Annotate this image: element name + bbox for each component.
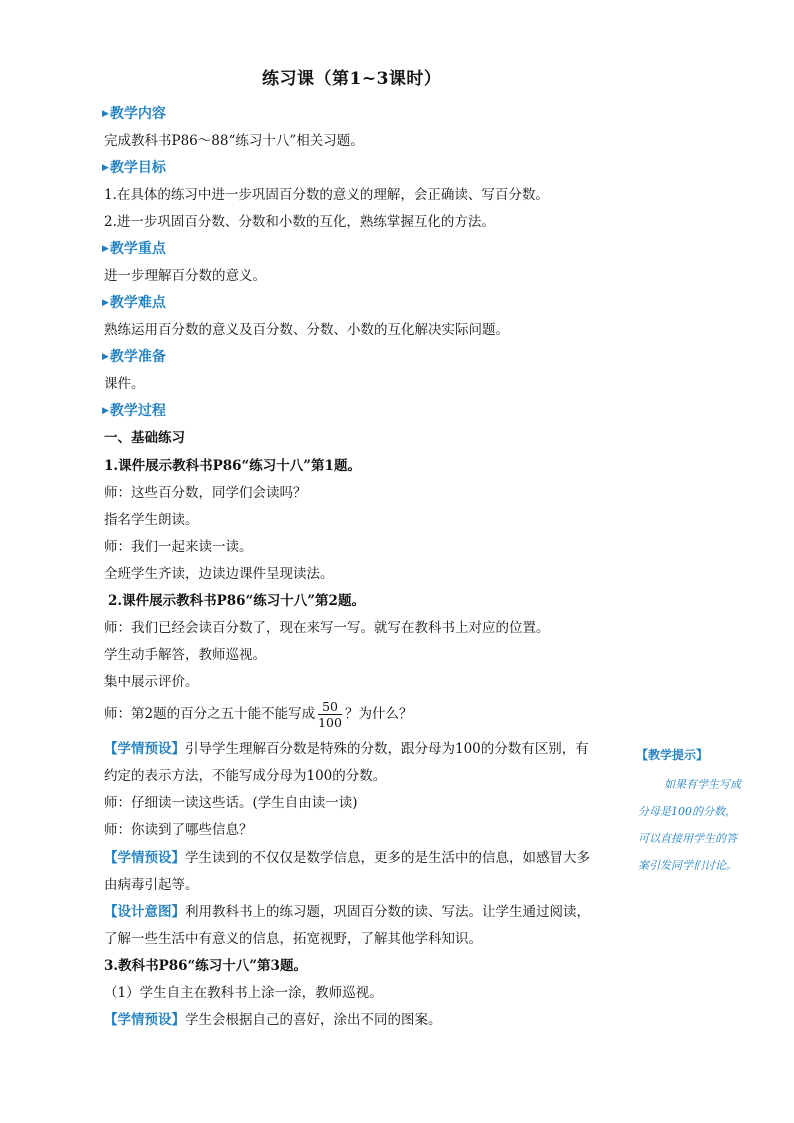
fraction-50-100 — [318, 699, 342, 730]
heading-process — [102, 401, 166, 421]
heading-process-label: 教学过程 — [109, 403, 166, 419]
tag-xueqing: 【学情预设】 — [104, 741, 185, 757]
heading-goal-label: 教学目标 — [109, 160, 166, 176]
fraction-denominator: 100 — [318, 715, 342, 730]
q1-title: 1.课件展示教科书P86“练习十八”第1题。 — [104, 458, 361, 474]
sidebar-line-3: 可以直接用学生的答 — [638, 832, 737, 845]
key-text: 进一步理解百分数的意义。 — [104, 268, 266, 284]
content-text: 完成教科书P86～88“练习十八”相关习题。 — [104, 133, 364, 149]
heading-key — [102, 239, 166, 259]
q2-line-2: 学生动手解答，教师巡视。 — [104, 647, 266, 663]
fraction-numerator: 50 — [318, 699, 342, 715]
paragraph-4-text-a: 学生会根据自己的喜好，涂出不同的图案。 — [185, 1012, 442, 1028]
heading-goal — [102, 158, 166, 178]
paragraph-1-line-2: 约定的表示方法，不能写成分母为100的分数。 — [104, 768, 387, 784]
heading-difficulty — [102, 293, 166, 313]
q2-line-6: 师：你读到了哪些信息？ — [104, 822, 253, 838]
q2-line-1: 师：我们已经会读百分数了，现在来写一写。就写在教科书上对应的位置。 — [104, 620, 550, 636]
q2-line-4 — [104, 696, 412, 732]
q2-line-3: 集中展示评价。 — [104, 674, 199, 690]
sidebar-line-2: 分母是100的分数， — [638, 805, 736, 818]
q3-line-1: （1）学生自主在教科书上涂一涂，教师巡视。 — [104, 985, 383, 1001]
heading-prep-label: 教学准备 — [109, 349, 166, 365]
difficulty-text: 熟练运用百分数的意义及百分数、分数、小数的互化解决实际问题。 — [104, 322, 509, 338]
paragraph-4-line-1 — [104, 1010, 442, 1030]
q1-line-4: 全班学生齐读，边读边课件呈现读法。 — [104, 566, 334, 582]
paragraph-1-text-a: 引导学生理解百分数是特殊的分数，跟分母为100的分数有区别，有 — [185, 741, 589, 757]
sidebar-line-1: 如果有学生写成 — [664, 778, 741, 791]
q2-title: 2.课件展示教科书P86“练习十八”第2题。 — [108, 593, 365, 609]
tag-xueqing: 【学情预设】 — [104, 850, 185, 866]
tag-xueqing: 【学情预设】 — [104, 1012, 185, 1028]
q1-line-1: 师：这些百分数，同学们会读吗？ — [104, 485, 307, 501]
prep-text: 课件。 — [104, 376, 145, 392]
tag-sheji: 【设计意图】 — [104, 904, 185, 920]
heading-difficulty-label: 教学难点 — [109, 295, 166, 311]
heading-key-label: 教学重点 — [109, 241, 166, 257]
paragraph-3-line-1 — [104, 902, 590, 922]
triangle-icon: ▶ — [102, 298, 109, 308]
goal-1: 1.在具体的练习中进一步巩固百分数的意义的理解，会正确读、写百分数。 — [104, 187, 549, 203]
part1-title: 一、基础练习 — [104, 430, 185, 446]
q2-line-5: 师：仔细读一读这些话。(学生自由读一读) — [104, 795, 358, 811]
triangle-icon: ▶ — [102, 244, 109, 254]
paragraph-2-line-2: 由病毒引起等。 — [104, 877, 199, 893]
triangle-icon: ▶ — [102, 352, 109, 362]
paragraph-3-line-2: 了解一些生活中有意义的信息，拓宽视野，了解其他学科知识。 — [104, 931, 482, 947]
triangle-icon: ▶ — [102, 109, 109, 119]
paragraph-3-text-a: 利用教科书上的练习题，巩固百分数的读、写法。让学生通过阅读， — [185, 904, 590, 920]
heading-content — [102, 104, 166, 124]
page-title: 练习课（第1~3课时） — [262, 69, 442, 89]
sidebar-title: 【教学提示】 — [636, 748, 709, 762]
paragraph-2-text-a: 学生读到的不仅仅是数学信息，更多的是生活中的信息，如感冒大多 — [185, 850, 590, 866]
triangle-icon: ▶ — [102, 163, 109, 173]
q1-line-3: 师：我们一起来读一读。 — [104, 539, 253, 555]
q2-line-4-post: ？为什么？ — [344, 706, 413, 722]
sidebar-line-4: 案引发同学们讨论。 — [638, 859, 737, 872]
heading-prep — [102, 347, 166, 367]
goal-2: 2.进一步巩固百分数、分数和小数的互化，熟练掌握互化的方法。 — [104, 214, 495, 230]
q3-title: 3.教科书P86“练习十八”第3题。 — [104, 958, 307, 974]
paragraph-1-line-1 — [104, 739, 589, 759]
q1-line-2: 指名学生朗读。 — [104, 512, 199, 528]
q2-line-4-pre: 师：第2题的百分之五十能不能写成 — [104, 706, 316, 722]
triangle-icon: ▶ — [102, 406, 109, 416]
heading-content-label: 教学内容 — [109, 106, 166, 122]
paragraph-2-line-1 — [104, 848, 590, 868]
